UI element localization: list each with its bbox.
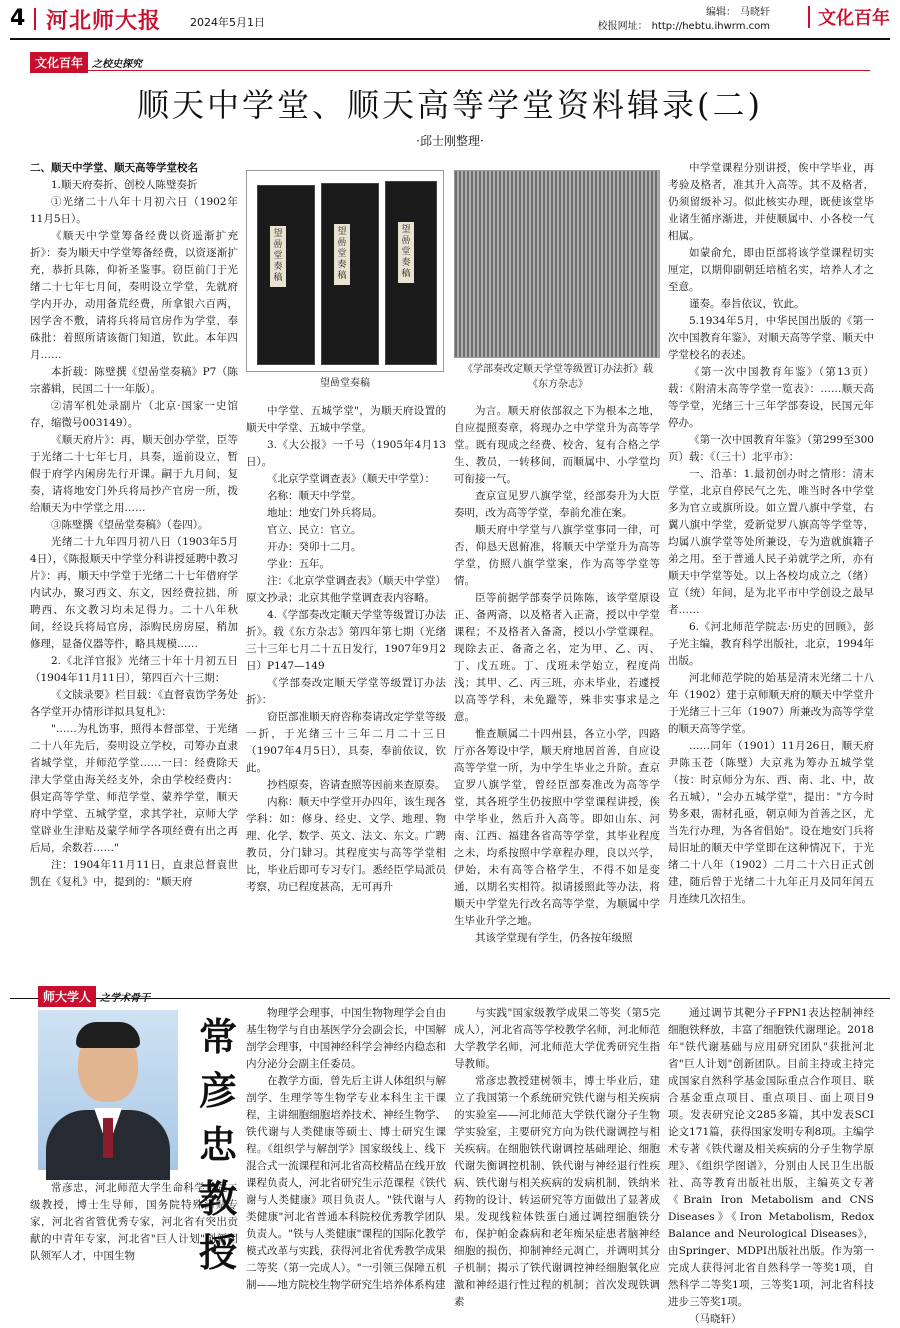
editor-name: 马晓轩 — [740, 7, 770, 18]
profile-column-1 — [30, 1180, 238, 1260]
paragraph: 《第一次中国教育年鉴》（第299至300页）载：《（三十）北平市》： — [668, 434, 874, 463]
portrait-tie — [103, 1118, 113, 1158]
paragraph: 注：1904年11月11日，直隶总督袁世凯在《复札》中，提到的："顺天府 — [30, 859, 238, 888]
paragraph: （马晓轩） — [689, 1313, 742, 1325]
book-volume — [321, 183, 379, 365]
paragraph: 《学部奏改定顺天学堂等级置订办法折》： — [246, 677, 446, 706]
article-column-3 — [454, 403, 660, 990]
paragraph: ③陈璧撰《望喦堂奏稿》（卷四）。 — [51, 519, 209, 531]
paragraph: 4.《学部奏改定顺天学堂等级置订办法折》。载《东方杂志》第四年第七期（光绪三十三年七月二十五日发行，1907年9月2日）P147—149 — [246, 609, 446, 672]
paragraph: 常彦忠教授建树领丰，博士毕业后，建立了我国第一个系统研究铁代谢与相关疾病的实验室——河北师范大学铁代谢分子生物学实验室，主要研究方向为铁代谢调控与相关疾病。在细胞铁代谢调控基础理论、细胞代谢失衡调控机制、铁代谢与神经退行性疾病、铁代谢与相关疾病的发病机制，铁纳米药物的设计、转运研究等方面做出了显著成果。发现线粒体铁蛋白通过调控细胞铁分布，保护帕金森病和老年痴呆症患者脑神经细胞的损伤，抑制神经元凋亡，并调明其分子机制；揭示了铁代谢调控神经细胞氧化应激和神经退行性过程的机制；首次发现铁调素 — [454, 1075, 660, 1308]
paragraph: 抄档原奏，咨请查照等因前来查原奏。 — [267, 779, 446, 791]
paragraph: 《顺天府片》：再，顺天创办学堂，臣等于光绪二十七年七月，具奏，遥前设立，暂假于府学内闲房先行开课。嗣于九月间，复奏，请将地安门外兵将局抄产官房一所，拨给顺天为中学堂之用…… — [30, 434, 238, 514]
article-title: 顺天中学堂、顺天高等学堂资料辑录(二) — [137, 86, 763, 124]
masthead — [0, 0, 900, 38]
profile-tag-sub: 之学术骨干 — [100, 993, 151, 1004]
paragraph: 中学堂课程分别讲授，俟中学毕业，再考验及格者，准其升入高等。其不及格者，仍须留级补习。似此核实办理，既使该堂毕业诸生循序渐进，并使顺属中、小各校一气相属。 — [668, 162, 874, 242]
paragraph: ①光绪二十八年十月初六日（1902年11月5日）。 — [30, 196, 238, 225]
paragraph: 5.1934年5月，中华民国出版的《第一次中国教育年鉴》，对顺天高等学堂、顺天中学堂校名的表述。 — [668, 315, 874, 361]
paragraph: 2.《北洋官报》光绪三十年十月初五日（1904年11月11日），第四百六十三期： — [30, 655, 238, 684]
article-byline: ·邱士刚整理· — [416, 134, 484, 148]
paragraph: ……同年（1901）11月26日，顺天府尹陈玉苍（陈璧）大京兆为筹办五城学堂（按：时京师分为东、西、南、北、中，故名五城），"会办五城学堂"，提出："方今时势多艰，需材孔亟，朝京师为首善之区，尤当先行办理，为各省倡始"。设在地安门兵将局旧址的顺天中学堂即在这种情况下，于光绪二十八年（1902）二月二十六日正式创建，随后曾于光绪二十九年正月及同年闰五月连续几次招生。 — [668, 740, 874, 905]
name-char: 彦 — [198, 1068, 237, 1113]
profile-portrait — [38, 1010, 178, 1170]
paragraph: 《北京学堂调查表》（顺天中学堂）： — [267, 473, 435, 485]
editor-label: 编辑： — [706, 7, 736, 18]
paragraph: 《文牍录要》栏目载：《直督袁饬学务处各学堂开办情形详拟具复札》： — [30, 689, 238, 718]
article-column-4 — [668, 160, 874, 990]
profile-tag-label: 师大学人 — [38, 986, 96, 1007]
name-char: 授 — [198, 1230, 237, 1275]
paragraph: 地址：地安门外兵将局。 — [267, 507, 383, 519]
article-column-2 — [246, 403, 446, 990]
magazine-scan-image — [454, 170, 660, 358]
paragraph: 惟查顺属二十四州县，各立小学，四路厅亦各筹设中学，顺天府地居首善，自应设高等学堂一所，为中学生毕业之升阶。查京宣罗八旗学堂，曾经臣部奏准改为高等学堂，其各班学生仍按照中学堂课程讲授，俟中学毕业，然后升入高等。即如山东、河南、江西、福建各省高等学堂，其毕业程度之未，均系按照中学章程办理，良以兴学，伊始，未有高等合格学生，不得不如是变通，以期名实相符。拟请援照此等办法，将顺天中学堂先行改名高等学堂，为顺属中学生毕业升学之地。 — [454, 728, 660, 927]
issue-date: 2024年5月1日 — [190, 16, 265, 29]
book-volume — [257, 185, 315, 365]
profile-column-4 — [668, 1005, 874, 1325]
paragraph: 名称：顺天中学堂。 — [267, 490, 362, 502]
paragraph: 物理学会理事，中国生物物理学会自由基生物学与自由基医学分会副会长，中国解剖学会理事，中国神经科学会神经内稳态和内分泌分会副主任委员。 — [246, 1007, 446, 1070]
book-volume — [385, 181, 437, 365]
paragraph: 如蒙俞允，即由臣部将该学堂课程切实厘定，以期仰副朝廷培植名实，培养人才之至意。 — [668, 247, 874, 293]
book-photo — [246, 170, 444, 372]
editor-info — [598, 6, 770, 34]
name-char: 常 — [198, 1014, 237, 1059]
paragraph: 本折载：陈璧撰《望喦堂奏稿》P7（陈宗蕃辑，民国二十一年版）。 — [30, 366, 238, 395]
magazine-scan-caption: 《学部奏改定顺天学堂等级置订办法折》载《东方杂志》 — [463, 364, 653, 390]
paragraph: 常彦忠，河北师范大学生命科学学院二级教授，博士生导师，国务院特殊津贴专家，河北省省管优秀专家，河北省有突出贡献的中青年专家，河北省"巨人计划"创新团队领军人才，中国生物 — [30, 1182, 238, 1262]
paragraph: 通过调节其靶分子FPN1表达控制神经细胞铁释放，丰富了细胞铁代谢理论。2018年"铁代谢基础与应用研究团队"获批河北省"巨人计划"创新团队。目前主持或主持完成国家自然科学基金国际重点合作项目、联合基金重点项目、重点项目、面上项目9项。发表研究论文285多篇，其中发表SCI论文171篇，获得国家发明专利8项。主编学术专著《铁代谢及相关疾病的分子生物学原理》、《组织学图谱》，分别由人民卫生出版社、高等教育出版社出版，主编英文专著《Brain Iron Metabolism and CNS Diseases》《Iron Metabolism, Redox Balance and Neurological Diseases》，由Springer、MDPI出版社出版。作为第一完成人获得河北省自然科学一等奖1项，自然科学二等奖1项，三等奖1项，河北省科技进步三等奖1项。 — [668, 1007, 874, 1308]
article-column-1 — [30, 160, 238, 990]
portrait-hair — [76, 1022, 140, 1048]
paragraph: 二、顺天中学堂、顺天高等学堂校名 — [30, 162, 198, 174]
profile-column-3 — [454, 1005, 660, 1308]
section-title: 文化百年 — [818, 4, 890, 30]
paragraph: 学业：五年。 — [267, 558, 330, 570]
paragraph: 6.《河北师范学院志·历史的回顾》，彭子光主编，教育科学出版社，北京，1994年出版。 — [668, 621, 874, 667]
paragraph: "……为札饬事，照得本督部堂，于光绪二十八年先后，奏明设立学校，司筹办直隶省城学堂，并师范学堂……一曰：经费除天津大学堂由海关经支外，余由学校经费内：俱定高等学堂、师范学堂、蒙养学堂，顺天府中学堂、五城学堂，求其学社，京师大学堂辟业生津贴及蒙学师学各项经费有出之再后局，余数若……" — [30, 723, 238, 854]
paragraph: 光绪二十九年四月初八日（1903年5月4日），《陈报顺天中学堂分科讲授延聘中教习片》：再，顺天中学堂于光绪二十七年借府学内试办，聚习西文、东文，因经费拉拙，所聘西、东文教习均未足得力。二十八年秋间，经设兵将局官房，添购民房房屋，稍加修理，显备仪器等件，略具规模…… — [30, 536, 238, 650]
paragraph: 为言。顺天府依部叙之下为根本之地，自应提照奏章，将现办之中学堂升为高等学堂。既有现成之经费、校舍，复有合格之学生、教员，一转移间，而顺属中、小学堂均可衔接一气。 — [454, 405, 660, 485]
book-spine-label: 望喦堂奏稿 — [270, 226, 286, 287]
paragraph: 《第一次中国教育年鉴》（第13页）载：《附清末高等学堂一览表》：……顺天高等学堂，光绪三十三年学部奏设，民国元年停办。 — [668, 366, 874, 429]
profile-tag — [38, 986, 150, 1007]
paragraph: 一、沿革：1.最初创办时之情形：清末学堂，北京自停民气之先，唯当时各中学堂多为官立或旗所设。如立置八旗中学堂，右翼八旗中学堂，爱新觉罗八旗高等学堂等，均属八旗学堂等处所兼设，专为造就旗籍子弟之用。至于普通人民子弟就学之所，亦有顺天中学堂等处。以上各校均成立之（绪）宣（统）年间，是为北平市中学创设之最早者…… — [668, 468, 874, 616]
paragraph: 其该学堂现有学生，仍各按年级照 — [475, 932, 633, 944]
profile-column-2 — [246, 1005, 446, 1291]
paragraph: 注：《北京学堂调查表》（顺天中学堂）原文抄录；北京其他学堂调查表内容略。 — [246, 575, 446, 604]
paragraph: 开办：癸卯十二月。 — [267, 541, 362, 553]
paragraph: 顺天府中学堂与八旗学堂事同一律，可否，仰恳天恩俯准，将顺天中学堂升为高等学堂，仿照八旗学堂案，作为高等学堂等情。 — [454, 524, 660, 587]
paragraph: 3.《大公报》一千号（1905年4月13日）。 — [246, 439, 446, 468]
paragraph: 内称：顺天中学堂开办四年，该生现各学科：如：修身、经史、文学、地理、物理、化学、数学、英文、法文、东文。广聘教员，分门肄习。其程度实与高等学堂相比，毕业后即可专习专门。悉经臣学局派员考察，功已程度甚高，无可再升 — [246, 796, 446, 893]
section-tag-sub: 之校史探究 — [92, 59, 143, 70]
paragraph: 臣等前据学部奏学员陈陈，该学堂原设正、备两斋，以及格者入正斋，授以中学堂课程；不及格者入备斋，授以小学堂课程。现除去正、备斋之名，定为甲、乙、丙、丁、戊五班。丁、戊班未学始立，程度尚浅；其甲、乙、丙三班，亦未毕业，若遽授以高等学科，未免躐等，殊非实事求是之意。 — [454, 592, 660, 723]
paragraph: 窃臣部准顺天府咨称奏请改定学堂等级一折，于光绪三十三年二月二十三日（1907年4月5日），具奏，奉前依议，钦此。 — [246, 711, 446, 774]
book-spine-label: 望喦堂奏稿 — [334, 224, 350, 285]
top-rule — [10, 38, 890, 40]
paragraph: ②清军机处录副片（北京·国家一史馆存，缩微号003149）。 — [30, 400, 238, 429]
masthead-divider — [34, 8, 36, 30]
paper-logo: 河北师大报 — [46, 8, 162, 34]
paragraph: 在教学方面，曾先后主讲人体组织与解剖学、生理学等生物学专业本科生主干课程，主讲细胞细胞培养技术、神经生物学、铁代谢与人类健康等硕士、博士研究生课程。《组织学与解剖学》国家级线上、线下混合式一流课程和河北省高校精品在线开放课程负责人，河北省研究生示范课程《铁代谢与人类健康》项目负责人。"铁代谢与人类健康"河北省普通本科院校优秀教学团队负责人。"铁与人类健康"课程的国际化教学模式改革与实践，获得河北省优秀教学成果二等奖（第一完成人）。"一引领三保障五机制——地方院校生物学研究生培养体系构建 — [246, 1075, 446, 1291]
name-char: 忠 — [198, 1122, 237, 1167]
paragraph: 《顺天中学堂筹备经费以资遥渐扩充折》：奏为顺天中学堂筹备经费，以资逐渐扩充，恭折具陈，仰祈圣鉴事。窃臣前门于光绪二十七年七月间，奏明设立学堂，先就府学内开办，动用备荒经费，所拿银六百两，因学舍不敷，请将兵将局官房作为学堂，奉硃批：着照所请该衙门知道，钦此。本年四月…… — [30, 230, 238, 361]
site-url[interactable]: http://hebtu.ihwrm.com — [651, 21, 770, 32]
paragraph: 查京宣见罗八旗学堂，经部奏升为大臣奏明，改为高等学堂，奉前允准在案。 — [454, 490, 660, 519]
section-tag-label: 文化百年 — [30, 52, 88, 73]
paragraph: 谨奏。奉旨依议，钦此。 — [689, 298, 805, 310]
section-tag-rule — [30, 70, 870, 71]
page-number: 4 — [10, 6, 26, 31]
site-label: 校报网址： — [597, 21, 648, 32]
paragraph: 河北师范学院的始基是清末光绪二十八年（1902）建于京师顺天府的顺天中学堂升于光绪三十三年（1907）所兼改为高等学堂的顺天高等学堂。 — [668, 672, 874, 735]
paragraph: 官立、民立：官立。 — [267, 524, 362, 536]
paragraph: 中学堂、五城学堂"，为顺天府设置的顺天中学堂、五城中学堂。 — [246, 405, 446, 434]
paragraph: 与实践"国家级教学成果二等奖（第5完成人），河北省高等学校教学名师，河北师范大学教学名师，河北师范大学优秀研究生指导教师。 — [454, 1007, 660, 1070]
book-photo-caption: 望喦堂奏稿 — [320, 378, 370, 389]
book-spine-label: 望喦堂奏稿 — [398, 222, 414, 283]
name-char: 教 — [198, 1176, 237, 1221]
paragraph: 1.顺天府奏折、创校人陈璧奏折 — [51, 179, 198, 191]
